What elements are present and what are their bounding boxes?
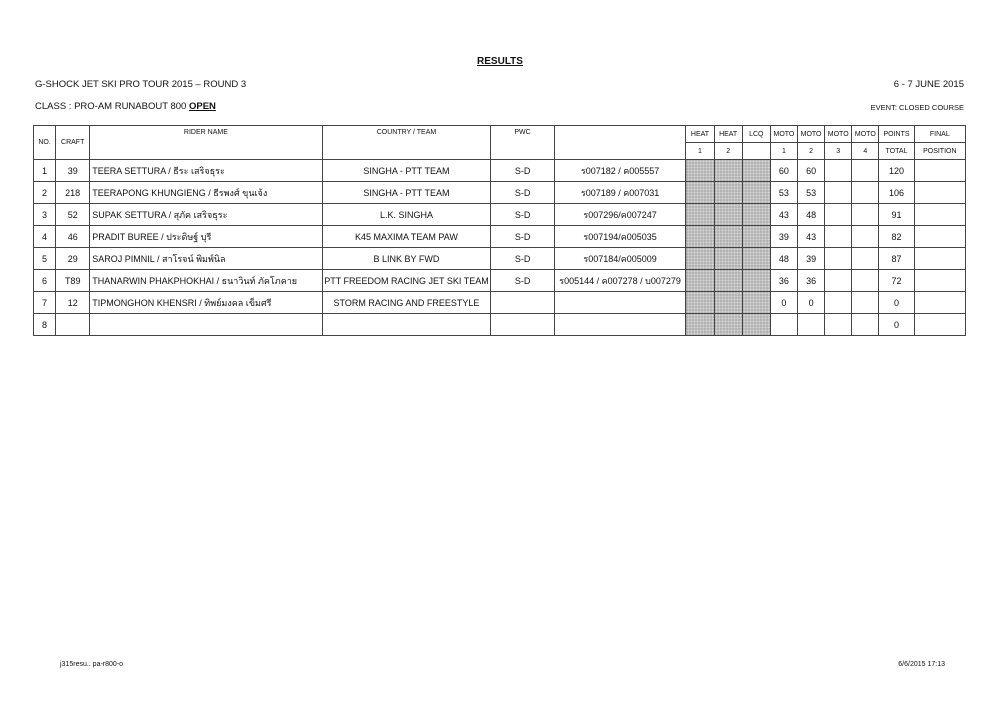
table-row xyxy=(34,204,966,226)
cell-heat2 xyxy=(714,226,742,248)
cell-no: 1 xyxy=(34,160,56,182)
cell-moto3 xyxy=(825,204,852,226)
cell-no: 6 xyxy=(34,270,56,292)
col-subheader-moto3: 3 xyxy=(825,143,852,160)
cell-rider: TEERAPONG KHUNGIENG / ธีรพงศ์ ขุนเจ้ง xyxy=(90,182,322,204)
col-subheader-final: POSITION xyxy=(914,143,965,160)
cell-craft: 12 xyxy=(56,292,90,314)
cell-final xyxy=(914,248,965,270)
cell-registration xyxy=(554,314,686,336)
cell-lcq xyxy=(742,248,770,270)
cell-heat1 xyxy=(686,292,714,314)
col-header-final: FINAL xyxy=(914,126,965,143)
class-open-label: OPEN xyxy=(188,101,216,112)
cell-pwc: S-D xyxy=(491,270,554,292)
col-header-registration xyxy=(554,126,686,160)
cell-registration: ร007184/ค005009 xyxy=(554,248,686,270)
cell-final xyxy=(914,314,965,336)
cell-no: 5 xyxy=(34,248,56,270)
col-header-moto3: MOTO xyxy=(825,126,852,143)
col-subheader-moto2: 2 xyxy=(798,143,825,160)
cell-craft: T89 xyxy=(56,270,90,292)
table-row xyxy=(34,160,966,182)
table-row xyxy=(34,248,966,270)
cell-pwc: S-D xyxy=(491,226,554,248)
cell-team xyxy=(322,314,491,336)
cell-heat2 xyxy=(714,314,742,336)
cell-heat2 xyxy=(714,248,742,270)
cell-moto3 xyxy=(825,270,852,292)
cell-heat1 xyxy=(686,182,714,204)
cell-craft: 46 xyxy=(56,226,90,248)
cell-points: 82 xyxy=(879,226,914,248)
table-row xyxy=(34,292,966,314)
cell-rider xyxy=(90,314,322,336)
cell-moto1: 39 xyxy=(770,226,797,248)
cell-heat1 xyxy=(686,226,714,248)
cell-lcq xyxy=(742,314,770,336)
cell-moto4 xyxy=(852,270,879,292)
cell-pwc xyxy=(491,292,554,314)
col-header-points: POINTS xyxy=(879,126,914,143)
cell-moto1: 43 xyxy=(770,204,797,226)
cell-craft: 52 xyxy=(56,204,90,226)
cell-moto3 xyxy=(825,160,852,182)
cell-moto4 xyxy=(852,292,879,314)
cell-moto4 xyxy=(852,160,879,182)
cell-moto1: 0 xyxy=(770,292,797,314)
col-subheader-heat1: 1 xyxy=(686,143,714,160)
cell-registration: ร007189 / ค007031 xyxy=(554,182,686,204)
cell-points: 0 xyxy=(879,292,914,314)
cell-heat2 xyxy=(714,270,742,292)
cell-pwc xyxy=(491,314,554,336)
table-row xyxy=(34,182,966,204)
cell-points: 0 xyxy=(879,314,914,336)
cell-craft: 39 xyxy=(56,160,90,182)
cell-moto2: 39 xyxy=(798,248,825,270)
cell-points: 120 xyxy=(879,160,914,182)
col-header-rider: RIDER NAME xyxy=(90,126,322,160)
cell-registration: ร007194/ค005035 xyxy=(554,226,686,248)
class-label: CLASS : PRO-AM RUNABOUT 800 xyxy=(35,101,189,112)
cell-pwc: S-D xyxy=(491,160,554,182)
cell-moto1: 48 xyxy=(770,248,797,270)
col-subheader-lcq xyxy=(742,143,770,160)
cell-moto4 xyxy=(852,248,879,270)
cell-final xyxy=(914,204,965,226)
col-subheader-moto1: 1 xyxy=(770,143,797,160)
cell-moto2: 36 xyxy=(798,270,825,292)
event-course: EVENT: CLOSED COURSE xyxy=(870,103,964,112)
col-header-lcq: LCQ xyxy=(742,126,770,143)
cell-moto4 xyxy=(852,204,879,226)
cell-heat1 xyxy=(686,204,714,226)
cell-team: PTT FREEDOM RACING JET SKI TEAM xyxy=(322,270,491,292)
cell-heat2 xyxy=(714,292,742,314)
footer-file-code: j315resu.. pa-r800-o xyxy=(60,661,124,668)
cell-moto4 xyxy=(852,182,879,204)
event-date: 6 - 7 JUNE 2015 xyxy=(893,79,964,90)
col-header-moto2: MOTO xyxy=(798,126,825,143)
cell-heat2 xyxy=(714,160,742,182)
col-header-team: COUNTRY / TEAM xyxy=(322,126,491,160)
footer-timestamp: 6/6/2015 17:13 xyxy=(898,661,945,668)
col-header-craft: CRAFT xyxy=(56,126,90,160)
cell-rider: TIPMONGHON KHENSRI / ทิพย์มงคล เข็มศรี xyxy=(90,292,322,314)
cell-moto2 xyxy=(798,314,825,336)
cell-moto3 xyxy=(825,248,852,270)
cell-final xyxy=(914,292,965,314)
cell-registration xyxy=(554,292,686,314)
cell-moto1 xyxy=(770,314,797,336)
cell-team: B LINK BY FWD xyxy=(322,248,491,270)
col-header-moto1: MOTO xyxy=(770,126,797,143)
cell-heat2 xyxy=(714,182,742,204)
cell-points: 106 xyxy=(879,182,914,204)
cell-moto3 xyxy=(825,314,852,336)
cell-moto1: 36 xyxy=(770,270,797,292)
cell-points: 91 xyxy=(879,204,914,226)
col-subheader-moto4: 4 xyxy=(852,143,879,160)
cell-moto1: 53 xyxy=(770,182,797,204)
col-header-pwc: PWC xyxy=(491,126,554,160)
table-row xyxy=(34,314,966,336)
cell-no: 8 xyxy=(34,314,56,336)
table-row xyxy=(34,270,966,292)
cell-final xyxy=(914,182,965,204)
cell-moto4 xyxy=(852,314,879,336)
cell-lcq xyxy=(742,182,770,204)
cell-moto2: 43 xyxy=(798,226,825,248)
cell-pwc: S-D xyxy=(491,248,554,270)
cell-craft: 218 xyxy=(56,182,90,204)
cell-lcq xyxy=(742,160,770,182)
cell-moto1: 60 xyxy=(770,160,797,182)
cell-rider: SAROJ PIMNIL / สาโรจน์ พิมพ์นิล xyxy=(90,248,322,270)
event-name: G-SHOCK JET SKI PRO TOUR 2015 – ROUND 3 xyxy=(35,79,247,90)
cell-no: 3 xyxy=(34,204,56,226)
col-header-heat1: HEAT xyxy=(686,126,714,143)
col-subheader-heat2: 2 xyxy=(714,143,742,160)
cell-lcq xyxy=(742,204,770,226)
cell-moto3 xyxy=(825,226,852,248)
col-header-heat2: HEAT xyxy=(714,126,742,143)
results-table xyxy=(33,125,966,336)
cell-lcq xyxy=(742,292,770,314)
cell-rider: TEERA SETTURA / ธีระ เสริจธุระ xyxy=(90,160,322,182)
cell-moto3 xyxy=(825,182,852,204)
cell-heat2 xyxy=(714,204,742,226)
cell-lcq xyxy=(742,270,770,292)
col-subheader-points: TOTAL xyxy=(879,143,914,160)
cell-craft xyxy=(56,314,90,336)
cell-registration: ร005144 / ค007278 / บ007279 xyxy=(554,270,686,292)
page-title: RESULTS xyxy=(477,56,523,67)
cell-heat1 xyxy=(686,270,714,292)
col-header-moto4: MOTO xyxy=(852,126,879,143)
cell-moto3 xyxy=(825,292,852,314)
cell-moto2: 53 xyxy=(798,182,825,204)
cell-team: STORM RACING AND FREESTYLE xyxy=(322,292,491,314)
cell-heat1 xyxy=(686,248,714,270)
cell-no: 2 xyxy=(34,182,56,204)
cell-registration: ร007296/ค007247 xyxy=(554,204,686,226)
cell-moto2: 0 xyxy=(798,292,825,314)
cell-rider: SUPAK SETTURA / สุภัค เสริจธุระ xyxy=(90,204,322,226)
cell-heat1 xyxy=(686,160,714,182)
cell-craft: 29 xyxy=(56,248,90,270)
cell-moto2: 60 xyxy=(798,160,825,182)
cell-lcq xyxy=(742,226,770,248)
cell-pwc: S-D xyxy=(491,204,554,226)
cell-moto2: 48 xyxy=(798,204,825,226)
cell-rider: THANARWIN PHAKPHOKHAI / ธนาวินท์ ภัคโภคาย xyxy=(90,270,322,292)
cell-team: L.K. SINGHA xyxy=(322,204,491,226)
cell-team: K45 MAXIMA TEAM PAW xyxy=(322,226,491,248)
cell-no: 4 xyxy=(34,226,56,248)
col-header-no: NO. xyxy=(34,126,56,160)
cell-final xyxy=(914,270,965,292)
class-line xyxy=(35,101,216,112)
cell-points: 87 xyxy=(879,248,914,270)
cell-rider: PRADIT BUREE / ประดิษฐ์ บุรี xyxy=(90,226,322,248)
cell-final xyxy=(914,226,965,248)
cell-moto4 xyxy=(852,226,879,248)
cell-registration: ร007182 / ค005557 xyxy=(554,160,686,182)
cell-final xyxy=(914,160,965,182)
cell-no: 7 xyxy=(34,292,56,314)
cell-team: SINGHA - PTT TEAM xyxy=(322,160,491,182)
cell-points: 72 xyxy=(879,270,914,292)
cell-team: SINGHA - PTT TEAM xyxy=(322,182,491,204)
cell-pwc: S-D xyxy=(491,182,554,204)
cell-heat1 xyxy=(686,314,714,336)
table-row xyxy=(34,226,966,248)
